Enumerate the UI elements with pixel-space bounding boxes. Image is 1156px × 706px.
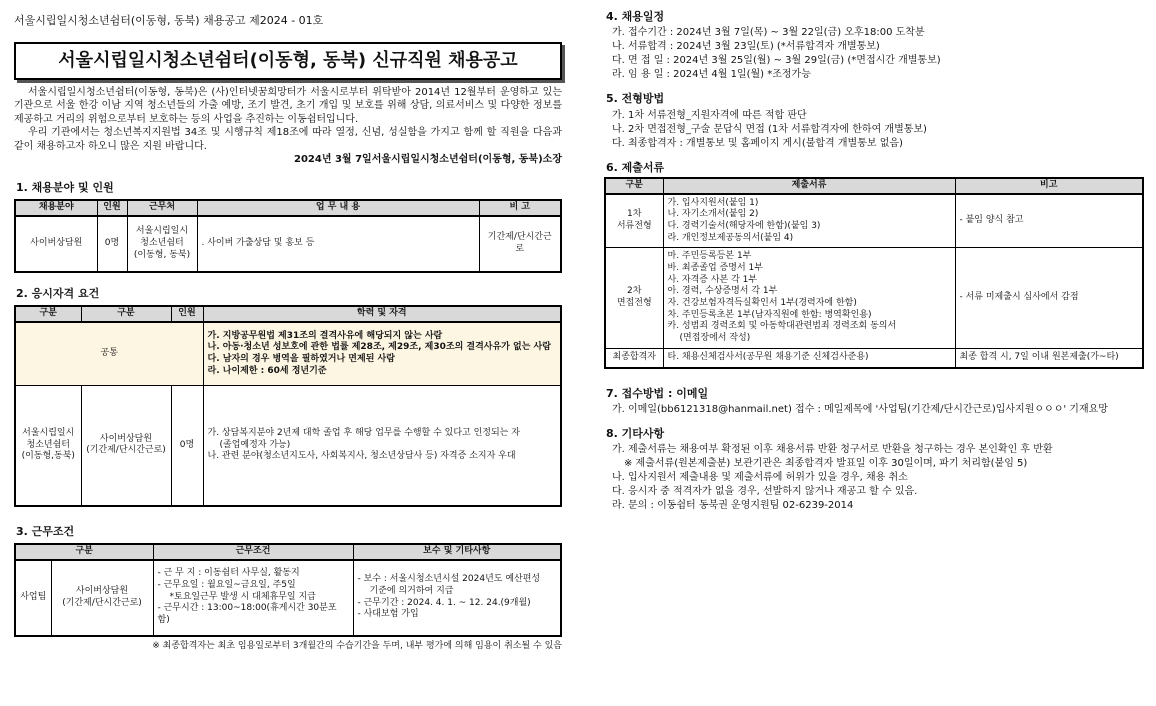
- place-line: 청소년쉼터: [140, 237, 184, 248]
- cell-docs: [663, 248, 955, 349]
- pay-item: - 근무기간 : 2024. 4. 1. ~ 12. 24.(9개월): [357, 597, 531, 608]
- list-item: 다. 최종합격자 : 개별통보 및 홈페이지 게시(불합격 개별통보 없음): [612, 137, 903, 149]
- place-line: 청소년쉼터: [26, 439, 70, 450]
- cell-place: [127, 216, 197, 272]
- common-item: 다. 남자의 경우 병역을 필하였거나 면제된 사람: [207, 353, 395, 364]
- place-line: (이동형,동북): [21, 451, 75, 462]
- cell-docs: 타. 채용신체검사서(공무원 채용기준 신체검사준용): [663, 348, 955, 367]
- label-line: 1차: [627, 209, 642, 220]
- cell-note: 기간제/단시간근로: [479, 216, 561, 272]
- doc-item: 아. 경력, 수상증명서 각 1부: [667, 286, 778, 297]
- doc-item: 라. 개인정보제공동의서(붙임 4): [667, 232, 794, 243]
- intro-paragraph-2: 우리 기관에서는 청소년복지지원법 34조 및 시행규칙 제18조에 따라 열정, 신념, 성실함을 가지고 함께 할 직원을 다음과 같이 채용하고자 하오니 많은 지원 바랍니다.: [14, 127, 562, 152]
- col-header: 근무처: [127, 200, 197, 216]
- page-title: 서울시립일시청소년쉼터(이동형, 동북) 신규직원 채용공고: [14, 42, 562, 79]
- cell-qualifications: [203, 386, 561, 506]
- list-item: 나. 2차 면접전형_구술 문답식 면접 (1차 서류합격자에 한하여 개별통보): [612, 123, 927, 135]
- intro-date-line: 2024년 3월 7일서울시립일시청소년쉼터(이동형, 동북)소장: [294, 154, 562, 166]
- col-header: 채용분야: [15, 200, 97, 216]
- document-header: 서울시립일시청소년쉼터(이동형, 동북) 채용공고 제2024 - 01호: [14, 14, 324, 27]
- col-header: 비고: [955, 178, 1143, 194]
- col-header: 구분: [15, 306, 81, 322]
- list-item: 나. 서류합격 : 2024년 3월 23일(토) (*서류합격자 개별통보): [612, 41, 880, 53]
- place-line: 서울시립일시: [22, 427, 75, 438]
- col-header: 인원: [171, 306, 203, 322]
- doc-item: 나. 자기소개서(붙임 2): [667, 209, 759, 220]
- common-item: 나. 아동·청소년 성보호에 관한 법률 제28조, 제29조, 제30조의 결격사유가 없는 사람: [207, 342, 551, 353]
- qualification-item: 가. 상담복지분야 2년제 대학 졸업 후 해당 업무를 수행할 수 있다고 인정되는 자: [207, 427, 520, 438]
- cell-conditions: [153, 560, 353, 636]
- table-row: [605, 348, 1143, 367]
- recruit-field-table: [14, 199, 562, 273]
- condition-item: *토요일근무 발생 시 대체휴무일 지급: [169, 591, 316, 602]
- doc-item: (면접장에서 작성): [679, 333, 751, 344]
- cell-note: - 붙임 양식 참고: [955, 194, 1143, 248]
- list-item: 가. 제출서류는 채용여부 확정된 이후 채용서류 반환 청구서로 반환을 청구하는 경우 본인확인 후 반환: [612, 444, 1053, 456]
- condition-item: - 근 무 지 : 이동쉼터 사무실, 활동지: [157, 568, 300, 579]
- doc-item: 자. 건강보험자격득실확인서 1부(경력자에 한함): [667, 298, 857, 309]
- doc-item: 카. 성범죄 경력조회 및 아동학대관련범죄 경력조회 동의서: [667, 321, 897, 332]
- cell-count: 0명: [171, 386, 203, 506]
- section-2-heading: 2. 응시자격 요건: [16, 286, 100, 300]
- doc-item: 사. 자격증 사본 각 1부: [667, 274, 758, 285]
- label-line: 서류전형: [616, 220, 652, 231]
- condition-item: - 근무요일 : 월요일~금요일, 주5일: [157, 580, 296, 591]
- col-header: 구분: [81, 306, 171, 322]
- cell-docs: [663, 194, 955, 248]
- label-line: 면접전형: [616, 298, 652, 309]
- place-line: 서울시립일시: [135, 226, 189, 237]
- pay-item: - 보수 : 서울시청소년시설 2024년도 예산편성: [357, 574, 541, 585]
- doc-item: 마. 주민등록등본 1부: [667, 251, 752, 262]
- common-item: 라. 나이제한 : 60세 정년기준: [207, 365, 327, 376]
- cell-label: [605, 194, 663, 248]
- table-row: [605, 248, 1143, 349]
- field-line: 사이버상담원: [75, 585, 129, 596]
- cell-label: 최종합격자: [605, 348, 663, 367]
- schedule-list: [604, 26, 1144, 82]
- qualification-item: (졸업예정자 가능): [219, 439, 291, 450]
- qualification-item: 나. 관련 분야(청소년지도사, 사회복지사, 청소년상담사 등) 자격증 소지자 우대: [207, 451, 516, 462]
- cell-pay: [353, 560, 561, 636]
- place-line: (이동형, 동북): [133, 249, 191, 260]
- table-row: [15, 386, 561, 506]
- table-row: [605, 194, 1143, 248]
- col-header: 인원: [97, 200, 127, 216]
- cell-note: - 서류 미제출시 심사에서 감점: [955, 248, 1143, 349]
- cell-type: 사업팀: [15, 560, 51, 636]
- cell-place: [15, 386, 81, 506]
- selection-method-list: [604, 109, 1144, 151]
- list-item: 가. 이메일(bb6121318@hanmail.net) 접수 : 메일제목에 '사업팀(기간제/단시간근로)입사지원ㅇㅇㅇ' 기재요망: [612, 403, 1108, 415]
- label-line: 2차: [627, 286, 642, 297]
- section-6-heading: 6. 제출서류: [606, 160, 665, 174]
- left-column: [14, 14, 562, 652]
- section-3-heading: 3. 근무조건: [16, 524, 75, 538]
- col-header: 제출서류: [663, 178, 955, 194]
- work-condition-table: [14, 543, 562, 637]
- table-row-common: [15, 322, 561, 386]
- application-method: [604, 403, 1144, 417]
- qualification-table: [14, 305, 562, 507]
- list-item: 가. 1차 서류전형_지원자격에 따른 적합 판단: [612, 109, 807, 121]
- cell-common-items: [203, 322, 561, 386]
- col-header: 근무조건: [153, 544, 353, 560]
- field-line: 사이버상담원: [99, 433, 153, 444]
- field-line: (기간제/단시간근로): [62, 597, 142, 608]
- intro-paragraph-1: 서울시립일시청소년쉼터(이동형, 동북)은 (사)인터넷꿈희망터가 서울시로부터 위탁받아 2014년 12월부터 운영하고 있는 기관으로 서울 한강 이남 지역 청소년들의 가출 예방, 조기 발견, 초기 개입 및 보호를 위해 상담, 의료서비스 및 다양한 정보를 제공하고 거리의 위험으로부터 보호하는 등의 사업을 추진하는 이동쉼터입니다.: [14, 86, 562, 125]
- section-5-heading: 5. 전형방법: [606, 92, 665, 106]
- list-item: 라. 임 용 일 : 2024년 4월 1일(월) *조정가능: [612, 69, 811, 81]
- cell-field: [81, 386, 171, 506]
- section-7-heading: 7. 접수방법 : 이메일: [606, 386, 709, 400]
- section-4-heading: 4. 채용일정: [606, 10, 665, 23]
- list-item: 다. 면 접 일 : 2024년 3월 25일(월) ~ 3월 29일(금) (*면접시간 개별통보): [612, 55, 941, 67]
- pay-item: 기준에 의거하여 지급: [369, 585, 454, 596]
- cell-count: 0명: [97, 216, 127, 272]
- footnote: ※ 최종합격자는 최초 임용일로부터 3개월간의 수습기간을 두며, 내부 평가에 의해 임용이 취소될 수 있음: [152, 640, 562, 651]
- doc-item: 차. 주민등록초본 1부(남자직원에 한함: 병역확인용): [667, 309, 872, 320]
- col-header: 업 무 내 용: [197, 200, 479, 216]
- col-header: 구분: [15, 544, 153, 560]
- common-item: 가. 지방공무원법 제31조의 결격사유에 해당되지 않는 사람: [207, 330, 443, 341]
- col-header: 보수 및 기타사항: [353, 544, 561, 560]
- col-header: 비 고: [479, 200, 561, 216]
- table-row: [15, 216, 561, 272]
- list-item: 가. 접수기간 : 2024년 3월 7일(목) ~ 3월 22일(금) 오후18:00 도착분: [612, 27, 925, 39]
- cell-field: 사이버상담원: [15, 216, 97, 272]
- doc-item: 가. 입사지원서(붙임 1): [667, 197, 759, 208]
- right-column: [604, 10, 1144, 513]
- cell-note: 최종 합격 시, 7일 이내 원본제출(가~타): [955, 348, 1143, 367]
- section-8-heading: 8. 기타사항: [606, 426, 665, 440]
- other-info-list: [604, 443, 1144, 513]
- cell-field: [51, 560, 153, 636]
- col-header: 구분: [605, 178, 663, 194]
- col-header: 학력 및 자격: [203, 306, 561, 322]
- field-line: (기간제/단시간근로): [86, 445, 166, 456]
- table-row: [15, 560, 561, 636]
- condition-item: - 근무시간 : 13:00~18:00(휴게시간 30분포함): [157, 603, 337, 626]
- doc-item: 다. 경력기술서(해당자에 한함)(붙임 3): [667, 220, 821, 231]
- list-item: 라. 문의 : 이동쉼터 동북권 운영지원팀 02-6239-2014: [612, 500, 854, 512]
- list-item: 다. 응시자 중 적격자가 없을 경우, 선발하지 않거나 재공고 할 수 있음.: [612, 486, 918, 498]
- intro-text: [14, 86, 562, 167]
- cell-label: [605, 248, 663, 349]
- cell-duty: . 사이버 가출상담 및 홍보 등: [197, 216, 479, 272]
- list-item: ※ 제출서류(원본제출분) 보관기관은 최종합격자 발표일 이후 30일이며, 파기 처리함(붙임 5): [624, 458, 1028, 470]
- cell-common-label: 공통: [15, 322, 203, 386]
- pay-item: - 사대보험 가입: [357, 609, 419, 620]
- section-1-heading: 1. 채용분야 및 인원: [16, 180, 114, 194]
- documents-table: [604, 177, 1144, 369]
- doc-item: 바. 최종졸업 증명서 1부: [667, 263, 763, 274]
- list-item: 나. 입사지원서 제출내용 및 제출서류에 허위가 있을 경우, 채용 취소: [612, 472, 908, 484]
